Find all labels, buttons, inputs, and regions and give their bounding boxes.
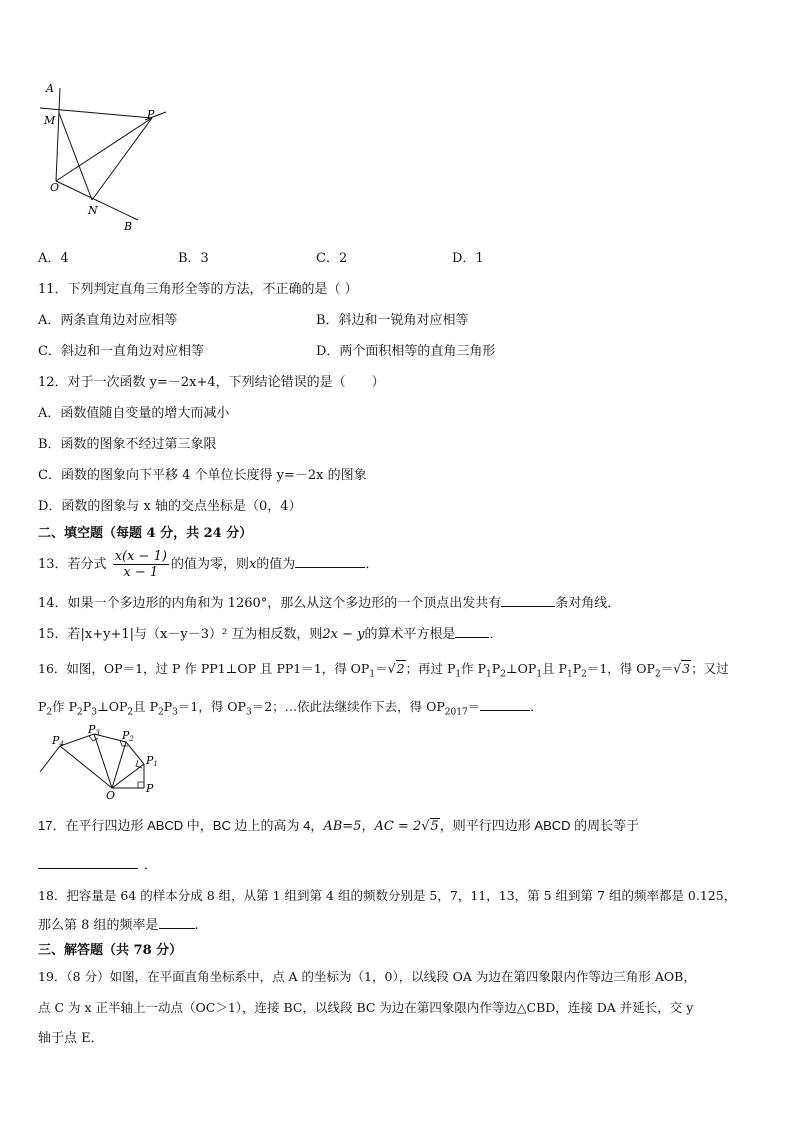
q19-line3: 轴于点 E．	[38, 1031, 104, 1046]
q12-option-c: C．函数的图象向下平移 4 个单位长度得 y=－2x 的图象	[38, 468, 367, 483]
q13-end: ．	[365, 557, 379, 572]
q16-sub: 1	[369, 669, 376, 680]
q17-ab: AB=5	[323, 819, 362, 834]
segment-op4	[60, 746, 112, 788]
label-p1: P1	[146, 754, 158, 768]
q17-suffix: ，则平行四边形 ABCD 的周长等于	[439, 818, 640, 833]
label-p: P	[146, 782, 154, 795]
label-p3: P3	[88, 724, 100, 737]
q17-end: ．	[144, 858, 158, 873]
segment-po	[56, 118, 152, 181]
q19-line1: 19．（8 分）如图，在平面直角坐标系中，点 A 的坐标为（1，0），以线段 OA 为边在第四象限内作等边三角形 AOB，	[38, 969, 696, 984]
q15-expr: 2x − y	[322, 627, 365, 642]
q17-sep: ，	[361, 818, 375, 833]
q18-answer-blank[interactable]	[159, 915, 195, 929]
q16-sub: 2	[157, 707, 164, 718]
q13-suffix2: 的值为	[256, 557, 296, 572]
q16-sub: 2	[654, 669, 661, 680]
q18-end: .	[194, 918, 199, 933]
q15-suffix: 的算术平方根是	[364, 627, 456, 642]
q16-text-k: 且 P	[133, 699, 158, 714]
q16-sqrt2: √2	[387, 661, 405, 676]
label-a: A	[46, 82, 54, 95]
q16-sub: 2	[500, 669, 506, 680]
q12-stem: 12．对于一次函数 y=－2x+4，下列结论错误的是（ ）	[38, 375, 385, 390]
q16-text-m: ＝2；…依此法继续作下去，得 OP	[251, 699, 445, 714]
q14-answer-blank[interactable]	[501, 593, 555, 607]
q16-sub: 1	[536, 669, 543, 680]
q16-sub: 3	[91, 707, 97, 718]
q11-option-d: D．两个面积相等的直角三角形	[316, 344, 496, 359]
q16-end: ．	[530, 699, 543, 714]
q14	[38, 593, 620, 613]
figure-angle-aob	[30, 78, 180, 238]
q16-text-a: 16．如图，OP＝1，过 P 作 PP1⊥OP 且 PP1＝1，得 OP	[38, 661, 370, 676]
q13-fraction	[113, 549, 169, 580]
q16-eq: ＝	[660, 661, 674, 676]
q16-eq: ＝	[375, 661, 388, 676]
q17	[38, 817, 639, 836]
q16-sub: 2	[77, 707, 83, 718]
q19-line2: 点 C 为 x 正半轴上一动点（OC＞1），连接 BC，以线段 BC 为边在第四象限内作等边△CBD，连接 DA 并延长，交 y	[38, 1000, 694, 1015]
q18-line1: 18．把容量是 64 的样本分成 8 组，从第 1 组到第 4 组的频数分别是 5，7，11，13，第 5 组到第 7 组的频率都是 0.125，	[38, 888, 737, 903]
section-answer-title: 三、解答题（共 78 分）	[38, 943, 183, 958]
q16-answer-blank[interactable]	[480, 697, 530, 711]
q15-prefix: 15．若|x+y+1|与（x－y－3）² 互为相反数，则	[38, 627, 323, 642]
label-p4: P4	[52, 734, 64, 748]
q10-option-d: D．1	[452, 251, 484, 266]
q16-text-f: ＝1，得 OP	[586, 661, 655, 676]
q16-sqrt2-radicand: 2	[396, 661, 405, 676]
q12-option-a: A．函数值随自变量的增大而减小	[38, 406, 230, 421]
q16-text-g: ；又过	[691, 661, 729, 676]
q17-prefix: 17．在平行四边形 ABCD 中，BC 边上的高为 4，	[38, 818, 324, 833]
q15	[38, 624, 502, 644]
q16-text-e: 且 P	[542, 661, 567, 676]
q16-sub: 1	[486, 669, 492, 680]
q13	[38, 548, 378, 582]
q15-answer-blank[interactable]	[455, 624, 489, 638]
section-fill-in-title: 二、填空题（每题 4 分，共 24 分）	[38, 526, 253, 541]
q16-sub: 3	[245, 707, 252, 718]
q14-prefix: 14．如果一个多边形的内角和为 1260°，那么从这个多边形的一个顶点出发共有	[38, 596, 502, 611]
q17-answer-line	[38, 855, 157, 875]
q15-end: ．	[489, 627, 503, 642]
q16-text-l: ＝1，得 OP	[177, 699, 246, 714]
label-n: N	[88, 204, 98, 217]
q16-text-d: ⊥OP	[505, 661, 537, 676]
q11-option-c: C．斜边和一直角边对应相等	[38, 344, 204, 359]
q16-text-c: 作 P	[461, 661, 487, 676]
q16-sub: 2017	[444, 707, 468, 718]
q16-text-h: P	[38, 699, 47, 714]
q11-option-b: B．斜边和一锐角对应相等	[316, 313, 469, 328]
q13-var: x	[248, 557, 257, 572]
q13-denominator: x − 1	[123, 565, 159, 580]
q11-option-a: A．两条直角边对应相等	[38, 313, 178, 328]
label-o: O	[106, 789, 116, 800]
q18-line2-text: 那么第 8 组的频率是	[38, 918, 159, 933]
q16-text-j: ⊥OP	[96, 699, 128, 714]
q16-sub: 3	[172, 707, 178, 718]
q16-text-i: 作 P	[52, 699, 78, 714]
q17-ac: AC = 2√5	[374, 819, 439, 834]
q16-sub: 2	[46, 707, 53, 718]
q13-prefix: 13．若分式	[38, 557, 107, 572]
q17-answer-blank[interactable]	[38, 855, 138, 869]
segment-op1	[112, 764, 144, 788]
q13-suffix: 的值为零，则	[170, 557, 249, 572]
q16-sub: 2	[581, 669, 587, 680]
label-b: B	[124, 220, 133, 233]
q16-text-n: ＝	[467, 699, 481, 714]
q16-line1: 16．如图，OP＝1，过 P 作 PP1⊥OP 且 PP1＝1，得 $OP_1=√2$；再过 $P_1$作 $P_1P_2\perp OP_1$且 $P_1P_2=1$，得 $OP_2=√3$；又过	[38, 661, 729, 680]
q16-text-b: ；再过 P	[405, 661, 456, 676]
label-p2: P2	[122, 729, 134, 743]
segment-op2	[112, 742, 126, 788]
q12-option-d: D．函数的图象与 x 轴的交点坐标是（0，4）	[38, 499, 302, 514]
label-p: P	[147, 108, 155, 121]
ray-oa	[56, 88, 60, 181]
q16-sub: 1	[566, 669, 573, 680]
q12-option-b: B．函数的图象不经过第三象限	[38, 437, 217, 452]
segment-op3	[94, 734, 112, 788]
q11-stem: 11．下列判定直角三角形全等的方法，不正确的是（ ）	[38, 282, 358, 297]
q16-sqrt3: √3	[673, 661, 691, 676]
figure-spiral	[36, 724, 166, 800]
segment-mn	[59, 113, 92, 200]
line-mp	[40, 108, 152, 118]
q10-option-a: A．4	[38, 251, 69, 266]
q10-option-c: C．2	[316, 251, 348, 266]
q16-sub: 2	[127, 707, 134, 718]
label-o: O	[50, 181, 60, 194]
q16-sqrt3-radicand: 3	[682, 661, 691, 676]
label-m: M	[44, 114, 56, 127]
q13-numerator: x(x − 1)	[114, 549, 167, 564]
q13-answer-blank[interactable]	[295, 554, 365, 568]
q16-sub: 1	[455, 669, 462, 680]
segment-pn	[92, 118, 152, 200]
q16-line2: $P_2$作 $P_2P_3\perp OP_2$且 $P_2P_3=1$，得 $OP_3=2$；…依此法继续作下去，得 $OP_{2017}=$ ．	[38, 699, 543, 718]
q18-line2	[38, 915, 199, 935]
q14-suffix: 条对角线．	[555, 596, 621, 611]
q10-option-b: B．3	[178, 251, 209, 266]
right-angle-mark	[138, 782, 144, 788]
